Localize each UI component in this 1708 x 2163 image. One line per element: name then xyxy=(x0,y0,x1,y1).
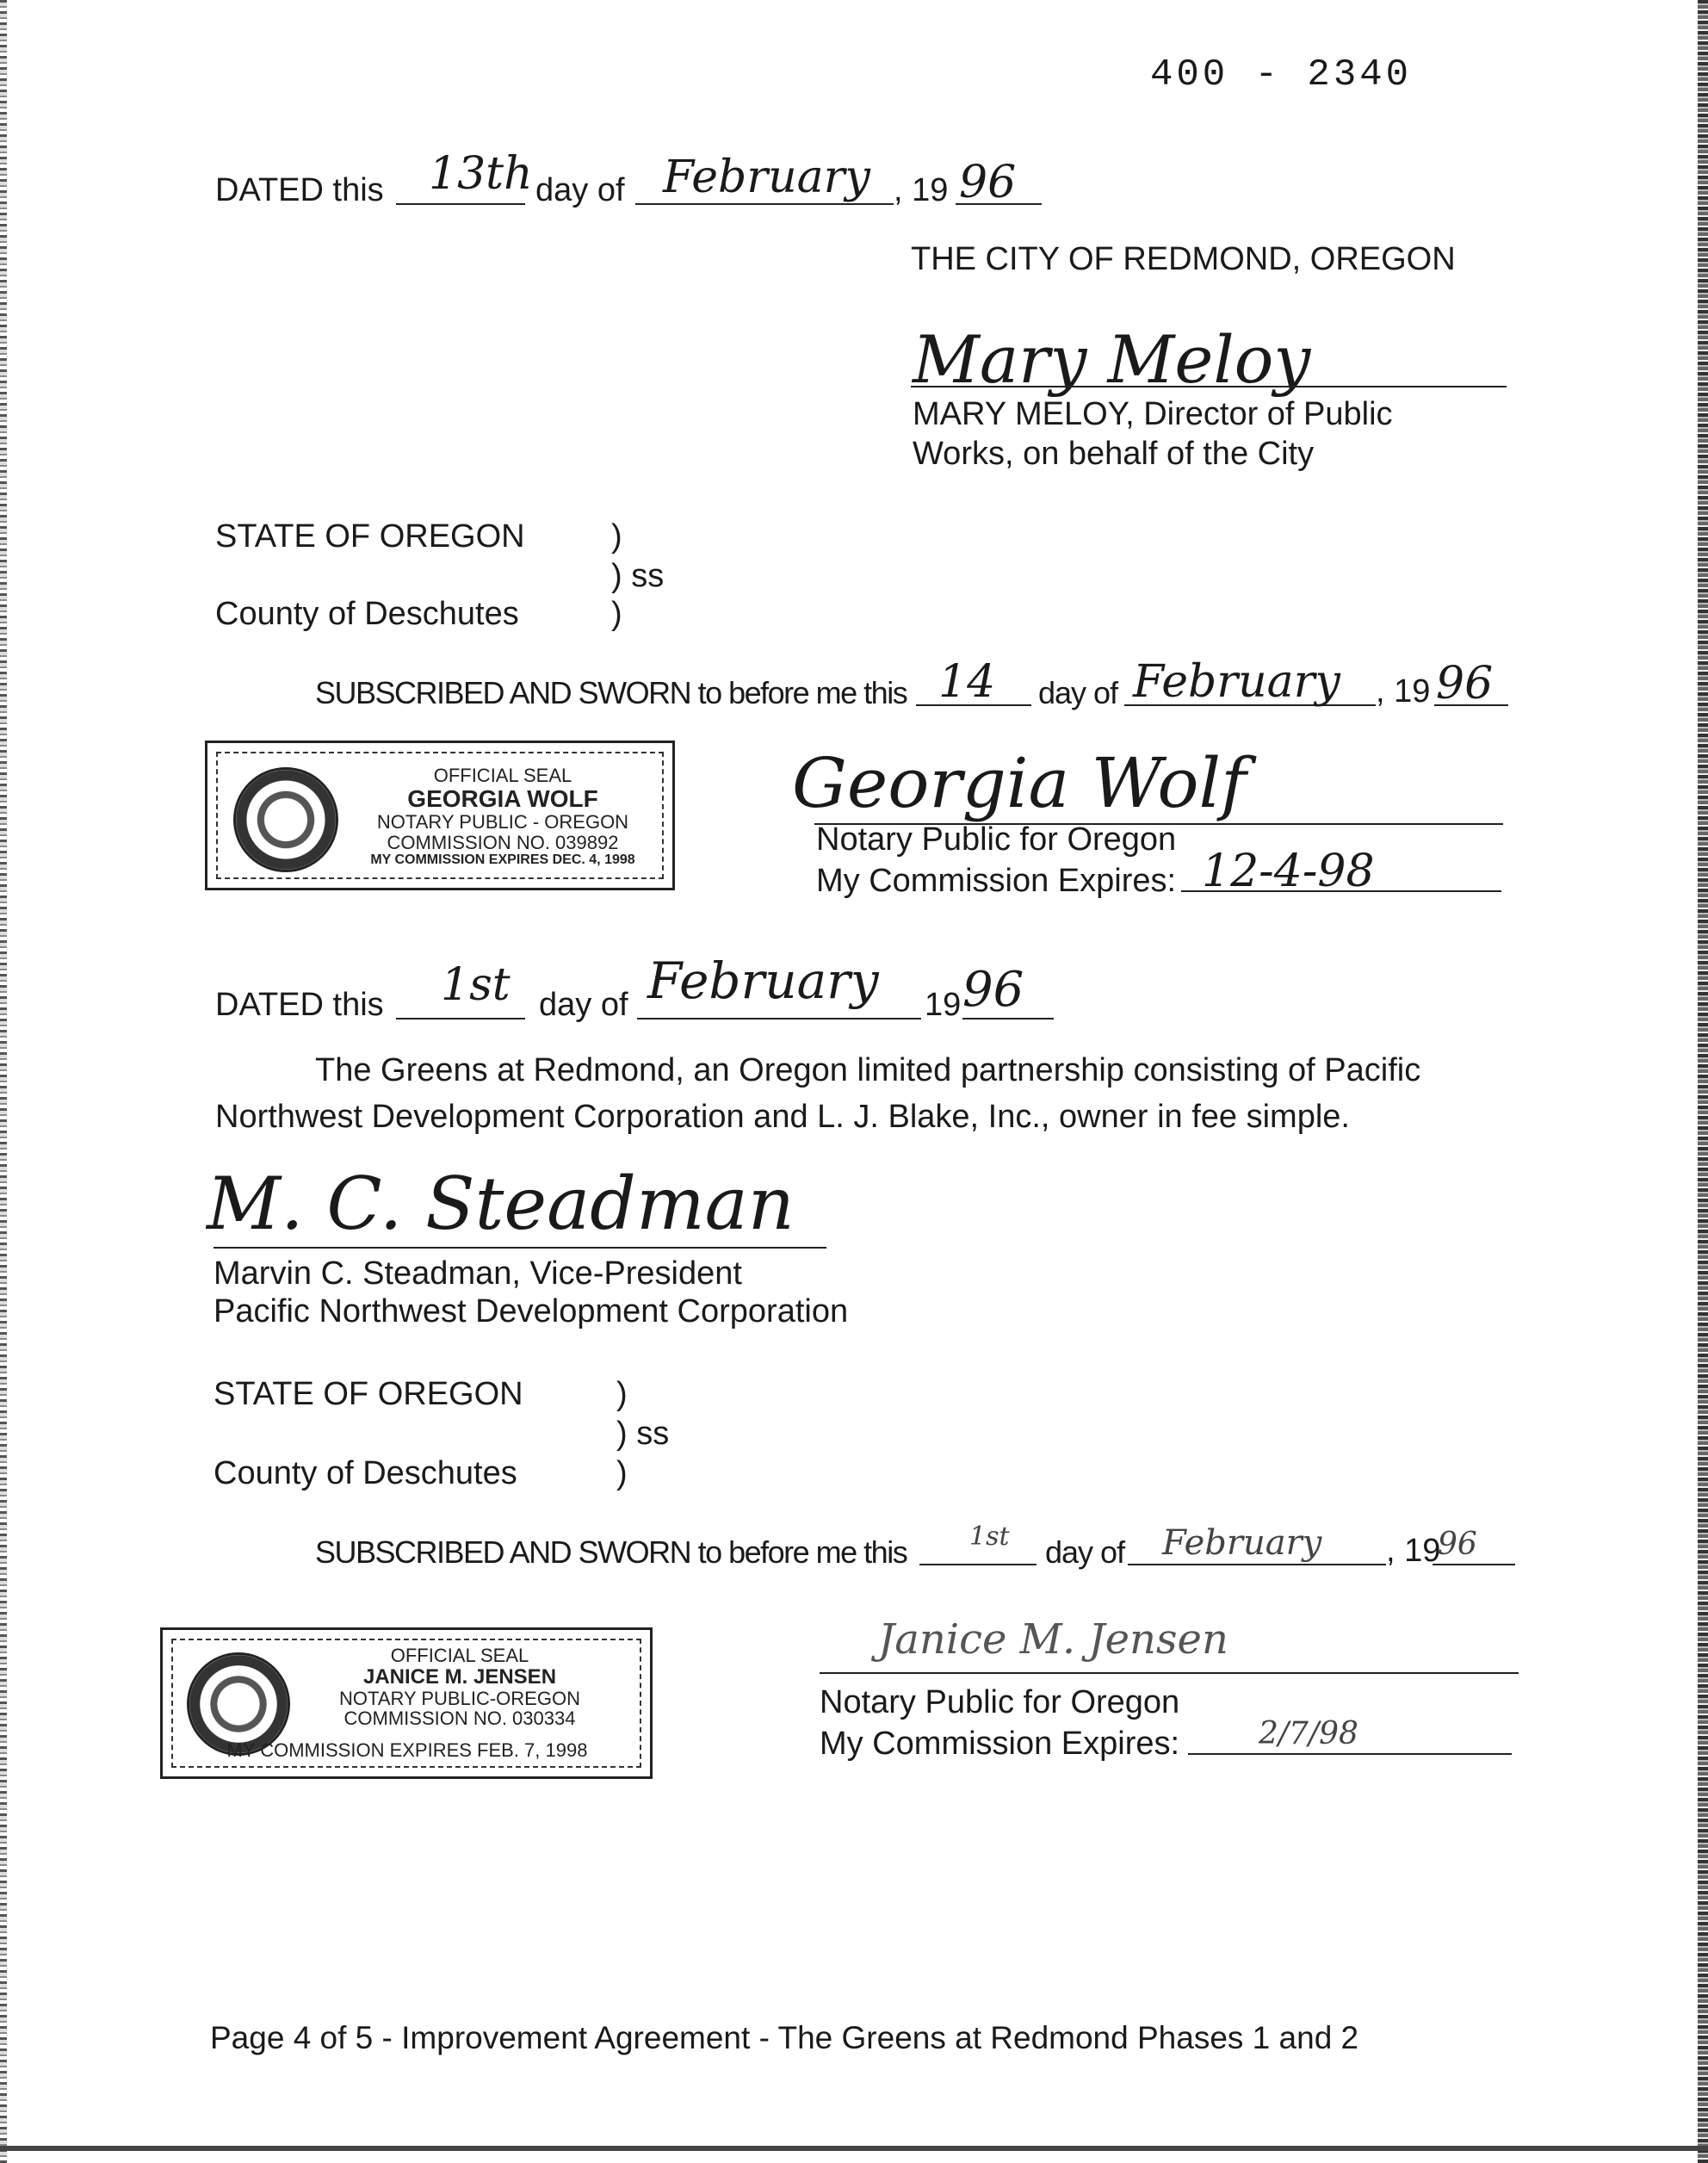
sworn-year-prefix: , 19 xyxy=(1386,1533,1441,1569)
expires-value: 12-4-98 xyxy=(1202,846,1375,897)
day-of-label: day of xyxy=(539,987,628,1023)
day-of-label: day of xyxy=(535,172,625,208)
venue-paren: ) xyxy=(616,1455,628,1491)
seal-notary-role: NOTARY PUBLIC - OREGON xyxy=(376,810,629,833)
state-label: STATE OF OREGON xyxy=(215,518,525,555)
notary-signature: Janice M. Jensen xyxy=(878,1615,1228,1664)
city-signature-line xyxy=(911,386,1507,387)
year-blank xyxy=(962,1018,1054,1020)
partnership-text-line2: Northwest Development Corporation and L. J. Blake, Inc., owner in fee simple. xyxy=(215,1099,1350,1135)
sworn-day-of: day of xyxy=(1038,675,1118,710)
day-blank xyxy=(396,203,525,205)
sworn-year-value: 96 xyxy=(1436,658,1494,710)
notary-label: Notary Public for Oregon xyxy=(816,821,1177,858)
scan-edge-left xyxy=(0,0,7,2163)
year-prefix: 19 xyxy=(925,987,962,1023)
notary-signature: Georgia Wolf xyxy=(792,743,1247,823)
year-value: 96 xyxy=(962,962,1024,1018)
seal-notary-name: JANICE M. JENSEN xyxy=(362,1664,557,1689)
seal-expiry: MY COMMISSION EXPIRES DEC. 4, 1998 xyxy=(370,852,635,868)
state-label: STATE OF OREGON xyxy=(214,1376,523,1412)
seal-commission-no: COMMISSION NO. 039892 xyxy=(387,831,619,853)
sworn-day-value: 1st xyxy=(969,1522,1010,1552)
dated-label: DATED this xyxy=(215,172,384,208)
sworn-month-value: February xyxy=(1162,1523,1322,1563)
county-label: County of Deschutes xyxy=(214,1455,517,1491)
city-signature: Mary Meloy xyxy=(913,321,1311,398)
steadman-signature: M. C. Steadman xyxy=(207,1162,795,1246)
sworn-year-blank xyxy=(1433,1564,1515,1565)
month-blank xyxy=(635,203,894,205)
notary-seal-georgia-wolf xyxy=(205,741,675,890)
sworn-month-value: February xyxy=(1133,656,1340,708)
partnership-text-line1: The Greens at Redmond, an Oregon limited partnership consisting of Pacific xyxy=(315,1052,1421,1088)
notary-seal-janice-jensen xyxy=(160,1627,653,1779)
seal-title: OFFICIAL SEAL xyxy=(433,765,572,786)
steadman-name: Marvin C. Steadman, Vice-President xyxy=(214,1255,742,1292)
expires-blank xyxy=(1188,1753,1512,1755)
seal-notary-name: GEORGIA WOLF xyxy=(407,784,598,812)
year-value: 96 xyxy=(959,157,1017,208)
seal-text xyxy=(292,1645,628,1729)
expires-label: My Commission Expires: xyxy=(816,863,1177,899)
sworn-year-value: 96 xyxy=(1438,1527,1477,1562)
sworn-prefix: SUBSCRIBED AND SWORN to before me this xyxy=(315,1534,907,1570)
sworn-day-of: day of xyxy=(1045,1534,1125,1570)
oregon-state-seal-icon xyxy=(233,767,338,872)
year-prefix: , 19 xyxy=(894,172,949,208)
venue-ss: ) ss xyxy=(616,1416,670,1452)
steadman-signature-line xyxy=(214,1247,826,1249)
expires-label: My Commission Expires: xyxy=(820,1726,1180,1762)
sworn-prefix: SUBSCRIBED AND SWORN to before me this xyxy=(315,675,907,710)
recording-number: 400 - 2340 xyxy=(1150,53,1413,96)
month-value: February xyxy=(663,152,870,203)
scan-edge-bottom xyxy=(0,2146,1708,2151)
day-value: 1st xyxy=(441,959,511,1011)
page-footer: Page 4 of 5 - Improvement Agreement - The Greens at Redmond Phases 1 and 2 xyxy=(210,2020,1359,2055)
venue-paren: ) xyxy=(616,1376,628,1412)
county-label: County of Deschutes xyxy=(215,596,519,632)
venue-paren: ) xyxy=(611,596,622,632)
month-blank xyxy=(637,1018,921,1020)
seal-notary-role: NOTARY PUBLIC-OREGON xyxy=(339,1687,580,1709)
dated-label: DATED this xyxy=(215,987,384,1023)
seal-expiry: MY COMMISSION EXPIRES FEB. 7, 1998 xyxy=(226,1739,588,1761)
notary-label: Notary Public for Oregon xyxy=(820,1684,1180,1720)
scan-edge-right xyxy=(1698,0,1708,2163)
seal-text xyxy=(343,765,662,868)
day-value: 13th xyxy=(429,148,533,200)
sworn-year-prefix: , 19 xyxy=(1376,673,1431,710)
seal-title: OFFICIAL SEAL xyxy=(390,1645,529,1666)
sworn-day-value: 14 xyxy=(938,656,996,708)
steadman-company: Pacific Northwest Development Corporation xyxy=(214,1293,849,1329)
sworn-day-blank xyxy=(919,1564,1037,1565)
city-signer-name: MARY MELOY, Director of Public xyxy=(913,396,1393,432)
notary-signature-line xyxy=(820,1672,1519,1674)
city-name: THE CITY OF REDMOND, OREGON xyxy=(911,241,1456,277)
venue-paren: ) xyxy=(611,518,622,555)
venue-ss: ) ss xyxy=(611,558,665,594)
sworn-month-blank xyxy=(1128,1564,1386,1565)
month-value: February xyxy=(647,951,879,1010)
expires-value: 2/7/98 xyxy=(1259,1716,1358,1751)
city-signer-title: Works, on behalf of the City xyxy=(913,436,1315,472)
seal-commission-no: COMMISSION NO. 030334 xyxy=(343,1707,576,1730)
day-blank xyxy=(396,1018,525,1020)
